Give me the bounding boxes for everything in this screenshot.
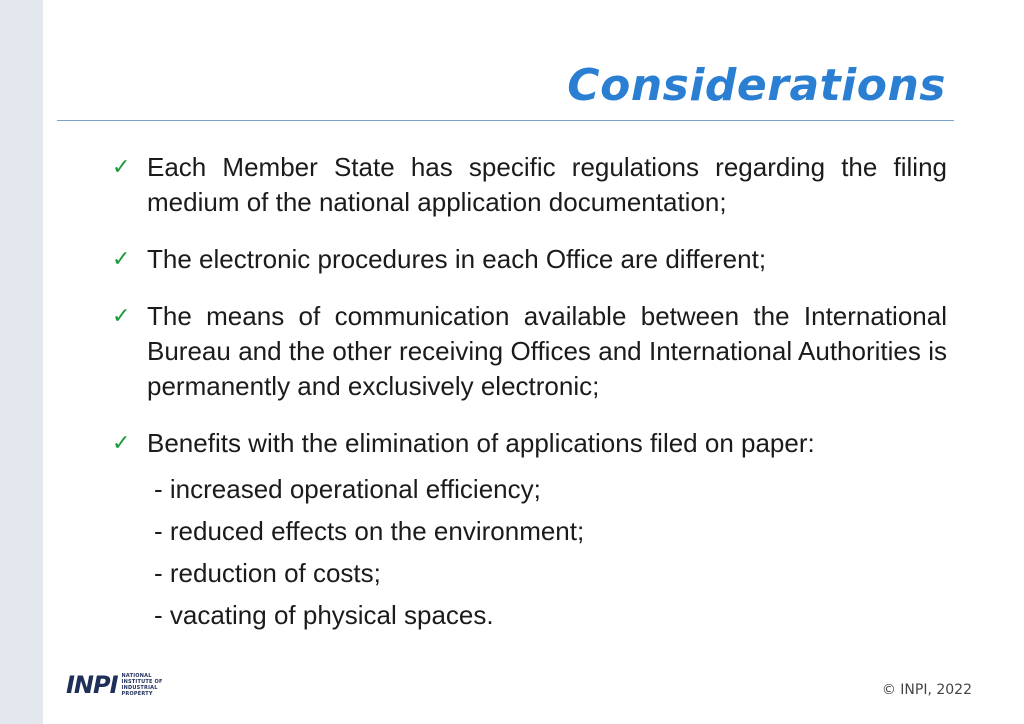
bullet-text: Benefits with the elimination of applications filed on paper: — [147, 428, 815, 458]
sub-list-item: - increased operational efficiency; — [154, 474, 541, 504]
bullet-item — [112, 242, 947, 277]
checkmark-icon: ✓ — [112, 431, 131, 456]
checkmark-icon: ✓ — [112, 304, 131, 329]
bullet-text: The means of communication available between the International Bureau and the other receiving Offices and International Authorities is permanently and exclusively electronic; — [147, 301, 947, 401]
bullet-list — [112, 150, 947, 636]
sub-list-item: - vacating of physical spaces. — [154, 600, 494, 630]
logo-subtitle — [122, 673, 163, 697]
bullet-item — [112, 150, 947, 220]
logo-line: NATIONAL — [121, 673, 152, 679]
bullet-text: The electronic procedures in each Office are different; — [147, 244, 767, 274]
checkmark-icon: ✓ — [112, 155, 131, 180]
sub-list-item: - reduction of costs; — [154, 558, 381, 588]
logo-line: PROPERTY — [121, 691, 153, 697]
left-decorative-strip — [0, 0, 43, 724]
logo-line: INDUSTRIAL — [121, 685, 158, 691]
copyright-notice: © INPI, 2022 — [881, 682, 972, 698]
logo-mark: INPI — [66, 671, 118, 699]
logo-line: INSTITUTE OF — [121, 679, 163, 685]
bullet-item — [112, 299, 947, 404]
sub-list-item: - reduced effects on the environment; — [154, 516, 585, 546]
slide-title: Considerations — [567, 60, 946, 111]
inpi-logo — [66, 672, 163, 698]
bullet-item — [112, 426, 947, 461]
benefits-sublist — [112, 468, 947, 636]
bullet-text: Each Member State has specific regulations regarding the filing medium of the national application documentation; — [147, 152, 947, 217]
checkmark-icon: ✓ — [112, 247, 131, 272]
title-underline — [57, 120, 954, 121]
